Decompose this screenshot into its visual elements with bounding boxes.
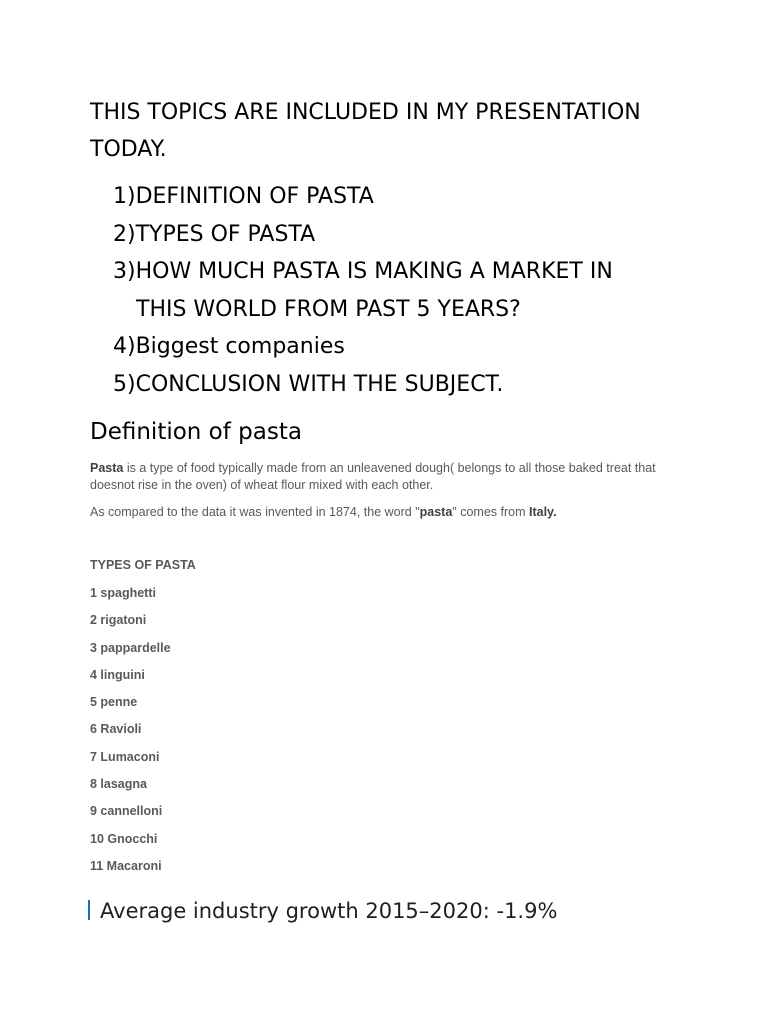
definition-text: is a type of food typically made from an unleavened dough( belongs to all those baked treat that doesnot rise in the oven) of wheat flour mixed with each other. bbox=[90, 461, 656, 492]
pasta-type-item: 4 linguini bbox=[90, 667, 145, 682]
topic-item: 4)Biggest companies bbox=[113, 334, 345, 359]
pasta-type-item: 7 Lumaconi bbox=[90, 749, 160, 764]
pasta-types-list bbox=[90, 585, 171, 885]
pasta-type-item: 5 penne bbox=[90, 695, 138, 710]
industry-growth-line bbox=[88, 896, 557, 926]
intro-line-2: TODAY. bbox=[90, 137, 167, 162]
pasta-type-item: 1 spaghetti bbox=[90, 586, 156, 600]
pasta-type-item: 3 pappardelle bbox=[90, 640, 171, 655]
origin-text-start: As compared to the data it was invented in 1874, the word " bbox=[90, 505, 420, 519]
pasta-type-item: 8 lasagna bbox=[90, 777, 147, 792]
definition-paragraph bbox=[90, 460, 680, 494]
types-title: TYPES OF PASTA bbox=[90, 558, 196, 572]
topic-item: 2)TYPES OF PASTA bbox=[113, 221, 316, 247]
pasta-type-item: 11 Macaroni bbox=[90, 858, 162, 873]
intro-line-1: THIS TOPICS ARE INCLUDED IN MY PRESENTATION bbox=[90, 100, 641, 125]
pasta-type-item: 2 rigatoni bbox=[90, 613, 147, 628]
pasta-type-item: 10 Gnocchi bbox=[90, 831, 158, 846]
origin-word-pasta: pasta bbox=[419, 505, 453, 519]
topic-item: 5)CONCLUSION WITH THE SUBJECT. bbox=[113, 371, 504, 397]
origin-country: Italy. bbox=[528, 505, 557, 519]
definition-heading: Definition of pasta bbox=[90, 419, 302, 445]
origin-text-mid: " comes from bbox=[452, 505, 529, 519]
pasta-type-item: 6 Ravioli bbox=[90, 722, 142, 737]
intro-text bbox=[90, 94, 730, 168]
pasta-type-item: 9 cannelloni bbox=[90, 804, 163, 819]
topic-item: 1)DEFINITION OF PASTA bbox=[113, 184, 374, 209]
topic-item: 3)HOW MUCH PASTA IS MAKING A MARKET IN bbox=[113, 259, 613, 284]
industry-growth-text: Average industry growth 2015–2020: -1.9% bbox=[100, 899, 558, 923]
topics-list bbox=[113, 178, 713, 403]
bullet-bar-icon bbox=[88, 900, 90, 920]
topic-item-continuation: THIS WORLD FROM PAST 5 YEARS? bbox=[136, 296, 521, 322]
origin-paragraph bbox=[90, 504, 680, 521]
pasta-term: Pasta bbox=[90, 461, 124, 475]
